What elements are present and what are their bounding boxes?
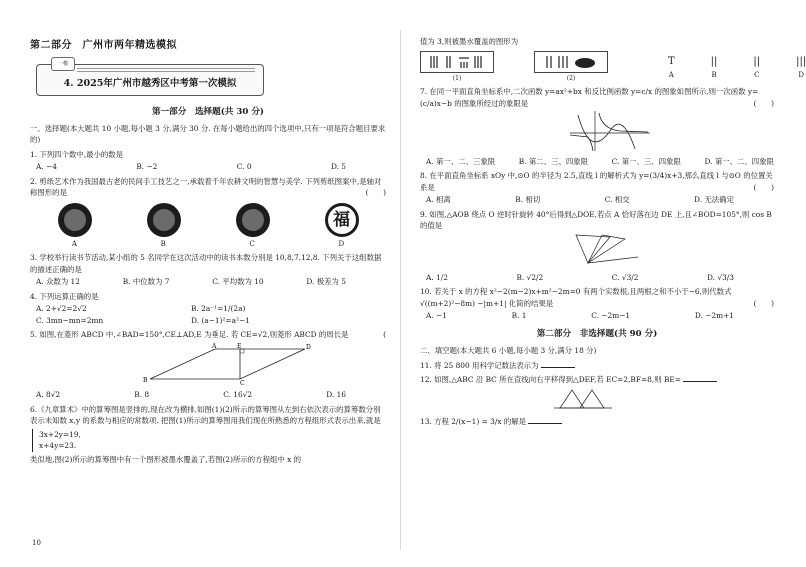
vertex-d-label: D xyxy=(306,343,311,351)
option-d: D. 5 xyxy=(330,162,346,172)
question-text xyxy=(420,170,774,193)
option-c: C. 3mn−mn=2mn xyxy=(36,315,104,325)
question-text xyxy=(30,176,386,199)
glyph-label-c: C xyxy=(754,70,760,79)
question-7 xyxy=(420,86,774,167)
option-a: A. 1/2 xyxy=(426,272,448,282)
papercut-c-image xyxy=(236,203,270,237)
option-a: A. 相离 xyxy=(426,195,451,205)
options xyxy=(420,194,774,205)
option-b: B. 2a⁻¹=1/(2a) xyxy=(191,304,246,314)
option-a: A. −1 xyxy=(426,311,447,321)
exam-banner xyxy=(36,60,264,96)
question-12 xyxy=(420,374,774,385)
question-text: 13. 方程 2/(x−1) = 3/x 的解是 xyxy=(420,416,527,426)
question-text: 4. 下列运算正确的是 xyxy=(30,291,99,301)
glyph-option-a: T A xyxy=(668,56,675,79)
question-text-body: 2. 剪纸艺术作为我国最古老的民间手工技艺之一,承载着千年农耕文明的智慧与美学. 下列剪纸图案中,是轴对称图形的是 xyxy=(30,176,382,198)
question-3 xyxy=(30,252,386,287)
right-column xyxy=(420,36,806,427)
option-a: A. −4 xyxy=(36,162,57,172)
question-2 xyxy=(30,176,386,250)
option-c: C. 相交 xyxy=(604,195,630,205)
point-e-label: E xyxy=(237,342,242,350)
equation-2: x+4y=23. xyxy=(39,441,77,451)
rotation-figure xyxy=(420,231,774,267)
options xyxy=(30,276,386,287)
option-a: A. 8√2 xyxy=(36,390,61,400)
vertex-a-label: A xyxy=(212,342,217,350)
option-b: B. 1 xyxy=(511,311,527,321)
banner-title: 4. 2025年广州市越秀区中考第一次模拟 xyxy=(63,77,237,89)
section1-intro: 一、选择题(本大题共 10 小题,每小题 3 分,满分 30 分. 在每小题给出的四个选项中,只有一项是符合题目要求的) xyxy=(30,123,386,145)
question-text: 9. 如图,△AOB 绕点 O 逆时针旋转 40°后得到△DOE,若点 A 恰好落在边 DE 上,且∠BOD=105°,则 cos B 的值是 xyxy=(420,209,772,230)
rod-figure-1 xyxy=(420,51,494,83)
glyph-option-c: || C xyxy=(753,56,761,79)
part-label: 第二部分 广州市两年精选模拟 xyxy=(30,40,177,51)
part1-title: 第一部分 选择题(共 30 分) xyxy=(151,106,264,117)
option-a: A. 第一、二、三象限 xyxy=(426,156,496,166)
part2-title: 第二部分 非选择题(共 90 分) xyxy=(536,328,658,339)
glyph-label-d: D xyxy=(798,70,805,79)
option-b: B. √2/2 xyxy=(516,272,544,282)
page-number: 10 xyxy=(32,539,41,548)
banner-badge: 一模 xyxy=(51,57,75,71)
label-d: D xyxy=(338,239,345,248)
option-c: C. 第一、三、四象限 xyxy=(611,156,681,166)
options xyxy=(420,156,774,167)
rod-figure-2 xyxy=(534,51,608,83)
question-5 xyxy=(30,329,386,400)
answer-blank[interactable] xyxy=(528,423,562,424)
answer-bracket: ( xyxy=(383,330,386,340)
question-4 xyxy=(30,291,386,326)
question-text xyxy=(30,329,386,340)
papercut-b-image xyxy=(147,203,181,237)
question-text-body: 10. 若关于 x 的方程 x²−2(m−2)x+m²−2m=0 有两个实数根,且两根之和不小于−6,则代数式 √((m+2)²−8m) −|m+1| 化简的结果是 xyxy=(420,287,732,308)
label-c: C xyxy=(249,239,255,248)
section2-intro: 二、填空题(本大题共 6 小题,每小题 3 分,满分 18 分) xyxy=(420,346,597,356)
column-divider xyxy=(400,30,401,550)
question-text-body: 5. 如图,在菱形 ABCD 中,∠BAD=150°,CE⊥AD,E 为垂足. 若 CE=√2,则菱形 ABCD 的周长是 xyxy=(30,330,349,340)
q6-continued: 值为 3,则被墨水覆盖的图形为 xyxy=(420,37,519,46)
option-d: D. 16 xyxy=(326,390,346,400)
option-d: D. √3/3 xyxy=(707,272,734,282)
rod-box-2 xyxy=(534,51,608,73)
rod-figures xyxy=(420,51,806,83)
option-c: C. 平均数为 10 xyxy=(212,277,264,287)
equation-1: 3x+2y=19, xyxy=(39,429,81,439)
option-d: D. −2m+1 xyxy=(694,311,734,321)
question-text-body: 7. 在同一平面直角坐标系中,二次函数 y=ax²+bx 和反比例函数 y=c/x 的图象如图所示,则一次函数 y=(c/a)x−b 的图象所经过的象限是 xyxy=(420,87,759,108)
answer-blank[interactable] xyxy=(541,367,575,368)
left-column xyxy=(30,38,386,465)
translation-figure xyxy=(420,386,774,410)
answer-bracket: ( ) xyxy=(753,298,774,308)
equation-system xyxy=(32,429,386,452)
option-b: B. −2 xyxy=(136,162,158,172)
papercut-a-image xyxy=(58,203,92,237)
function-graph-figure xyxy=(420,109,774,151)
question-text: 6.《九章算术》中的算筹图是竖排的,现在改为横排,如图(1)(2)所示的算筹图从左到右依次表示的算筹数分别表示未知数 x,y 的系数与相应的常数项. 把图(1)所示的算筹图用我们现在所熟悉的方程组形式表示出来,就是 xyxy=(30,404,381,426)
rhombus-figure xyxy=(30,341,386,385)
question-text: 3. 学校举行读书节活动,某小组的 5 名同学在这次活动中的读书本数分别是 10,8,7,12,8. 下列关于这组数据的描述正确的是 xyxy=(30,253,382,274)
option-c: C. −2m−1 xyxy=(591,311,631,321)
question-6 xyxy=(30,404,386,465)
question-text: 11. 将 25 800 用科学记数法表示为 xyxy=(420,360,539,370)
options xyxy=(420,310,774,321)
answer-bracket: ( ) xyxy=(753,98,774,108)
label-b: B xyxy=(160,239,166,248)
figure-labels xyxy=(30,239,386,250)
answer-glyph-options xyxy=(668,54,806,80)
question-text: 1. 下列四个数中,最小的数是 xyxy=(30,149,124,159)
vertex-b-label: B xyxy=(143,376,148,384)
question-text-body: 8. 在平面直角坐标系 xOy 中,⊙O 的半径为 2.5,直线 l 的解析式为 y=(3/4)x+3,那么直线 l 与⊙O 的位置关系是 xyxy=(420,171,773,192)
option-b: B. 8 xyxy=(134,390,150,400)
glyph-option-b: || B xyxy=(710,56,718,79)
option-d: D. (a−1)²=a²−1 xyxy=(191,315,250,325)
papercut-figures xyxy=(30,203,386,237)
answer-bracket: ( ) xyxy=(365,188,386,198)
option-b: B. 中位数为 7 xyxy=(122,277,170,287)
option-c: C. √3/2 xyxy=(611,272,639,282)
option-d: D. 无法确定 xyxy=(694,195,734,205)
label-a: A xyxy=(71,239,77,248)
glyph-label-a: A xyxy=(668,70,674,79)
answer-bracket: ( ) xyxy=(753,182,774,192)
option-c: C. 16√2 xyxy=(223,390,253,400)
question-text xyxy=(420,86,774,109)
figure-caption-1: (1) xyxy=(452,74,462,82)
options xyxy=(30,161,386,172)
question-13 xyxy=(420,416,774,427)
rod-box-1 xyxy=(420,51,494,73)
glyph-label-b: B xyxy=(711,70,717,79)
banner-decoration xyxy=(77,68,255,72)
options xyxy=(30,389,386,400)
option-b: B. 相切 xyxy=(515,195,541,205)
option-b: B. 第二、三、四象限 xyxy=(518,156,589,166)
glyph-option-d: ||| D xyxy=(796,56,806,79)
option-a: A. 众数为 12 xyxy=(36,277,80,287)
options xyxy=(30,303,386,326)
question-text-tail: 类似地,图(2)所示的算筹图中有一个图形被墨水覆盖了,若图(2)所示的方程组中 x 的 xyxy=(30,454,302,464)
question-11 xyxy=(420,360,774,371)
question-8 xyxy=(420,170,774,205)
question-text xyxy=(420,286,774,309)
option-a: A. 2+√2=2√2 xyxy=(36,304,87,314)
question-10 xyxy=(420,286,774,321)
figure-caption-2: (2) xyxy=(566,74,576,82)
vertex-c-label: C xyxy=(240,379,245,387)
question-9 xyxy=(420,209,774,284)
answer-blank[interactable] xyxy=(683,381,717,382)
option-d: D. 极差为 5 xyxy=(306,277,346,287)
question-text: 12. 如图,△ABC 沿 BC 所在直线向右平移得到△DEF,若 EC=2,BF=8,则 BE= xyxy=(420,375,681,385)
papercut-d-image: 福 xyxy=(325,203,359,237)
question-1 xyxy=(30,149,386,173)
options xyxy=(420,272,774,283)
option-c: C. 0 xyxy=(236,162,252,172)
option-d: D. 第一、二、四象限 xyxy=(704,156,774,166)
